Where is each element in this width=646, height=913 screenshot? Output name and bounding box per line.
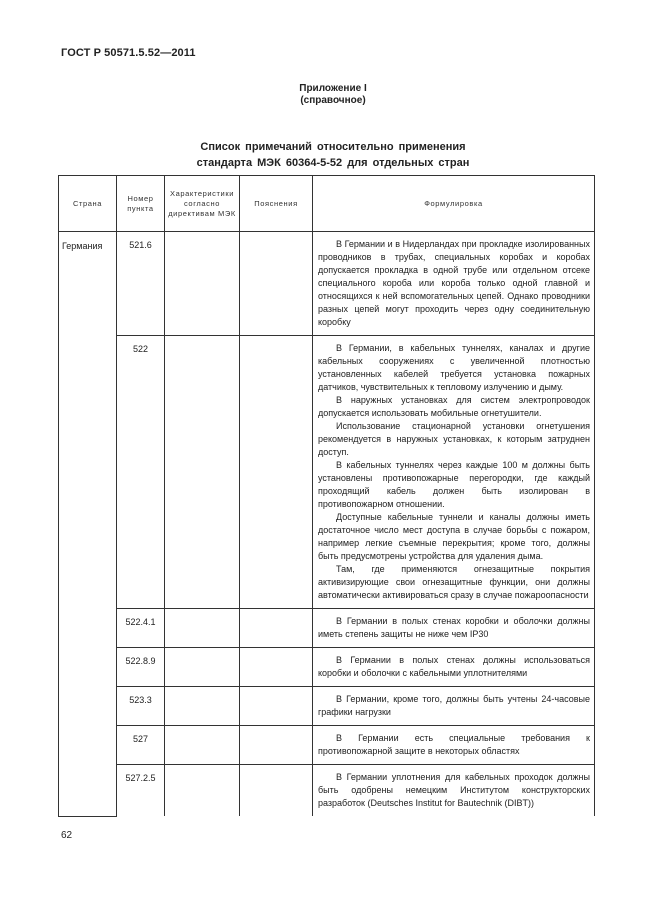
table-row xyxy=(59,648,595,687)
wording-cell xyxy=(313,232,595,336)
wording-paragraph: Там, где применяются огнезащитные покрытия активизирующие свои огнезащитные функции, они должны автоматически активироваться сразу в случае пожароопасности xyxy=(318,564,590,600)
table-row xyxy=(59,336,595,609)
wording-paragraph: В Германии, в кабельных туннелях, каналах и другие кабельных сооружениях с увеличенной плотностью установленных кабелей требуется установка пожарных датчиков, чувствительных к тепловому излучению и дыму. xyxy=(318,343,590,392)
clause-number-cell: 527.2.5 xyxy=(117,765,165,817)
explanations-cell xyxy=(240,765,313,817)
characteristics-cell xyxy=(165,609,240,648)
wording-cell xyxy=(313,336,595,609)
appendix-type: (справочное) xyxy=(300,95,366,106)
wording-cell xyxy=(313,648,595,687)
table-row xyxy=(59,232,595,336)
header-wording: Формулировка xyxy=(313,176,595,232)
page-title xyxy=(0,139,646,171)
table-row xyxy=(59,687,595,726)
clause-number-cell: 522.8.9 xyxy=(117,648,165,687)
explanations-cell xyxy=(240,726,313,765)
clause-number-cell: 522.4.1 xyxy=(117,609,165,648)
wording-paragraph: В Германии в полых стенах коробки и оболочки должны иметь степень защиты не ниже чем IP30 xyxy=(318,616,590,639)
clause-number-cell: 522 xyxy=(117,336,165,609)
country-cell: Германия xyxy=(59,232,117,817)
clause-number-cell: 527 xyxy=(117,726,165,765)
wording-paragraph: В Германии есть специальные требования к противопожарной защите в некоторых областях xyxy=(318,733,590,756)
wording-paragraph: В кабельных туннелях через каждые 100 м должны быть установлены противопожарные перегородки, где каждый проходящий кабель должен быть изолирован в противопожарном отношении. xyxy=(318,460,590,509)
country-notes-table xyxy=(58,175,595,817)
header-characteristics: Характеристики согласно директивам МЭК xyxy=(165,176,240,232)
clause-number-cell: 523.3 xyxy=(117,687,165,726)
explanations-cell xyxy=(240,648,313,687)
characteristics-cell xyxy=(165,336,240,609)
page-number: 62 xyxy=(61,830,73,841)
table-row xyxy=(59,609,595,648)
wording-paragraph: В Германии в полых стенах должны использоваться коробки и оболочки с кабельными уплотнителями xyxy=(318,655,590,678)
wording-paragraph: В Германии уплотнения для кабельных проходок должны быть одобрены немецким Институтом конструкторских разработок (Deutsches Institut for Bautechnik (DIBT)) xyxy=(318,772,590,808)
characteristics-cell xyxy=(165,232,240,336)
explanations-cell xyxy=(240,687,313,726)
wording-paragraph: Доступные кабельные туннели и каналы должны иметь достаточное число мест доступа в случае борьбы с пожаром, например легкие съемные перекрытия; кроме того, должны быть предусмотрены устройства для удаления дыма. xyxy=(318,512,590,561)
explanations-cell xyxy=(240,232,313,336)
header-clause: Номер пункта xyxy=(117,176,165,232)
table-row xyxy=(59,726,595,765)
table-row xyxy=(59,765,595,817)
appendix-label: Приложение I xyxy=(299,83,367,94)
characteristics-cell xyxy=(165,765,240,817)
wording-paragraph: В Германии, кроме того, должны быть учтены 24-часовые графики нагрузки xyxy=(318,694,590,717)
characteristics-cell xyxy=(165,726,240,765)
explanations-cell xyxy=(240,336,313,609)
clause-number-cell: 521.6 xyxy=(117,232,165,336)
wording-cell xyxy=(313,687,595,726)
explanations-cell xyxy=(240,609,313,648)
table-header-row xyxy=(59,176,595,232)
wording-cell xyxy=(313,609,595,648)
appendix-heading xyxy=(0,83,646,107)
header-country: Страна xyxy=(59,176,117,232)
table-body xyxy=(59,232,595,817)
wording-cell xyxy=(313,765,595,817)
wording-paragraph: Использование стационарной установки огнетушения рекомендуется в наружных установках, к которым затруднен доступ. xyxy=(318,421,590,457)
wording-cell xyxy=(313,726,595,765)
wording-paragraph: В наружных установках для систем электропроводок допускается использовать мобильные огнетушители. xyxy=(318,395,590,418)
document-header: ГОСТ Р 50571.5.52—2011 xyxy=(61,47,196,59)
wording-paragraph: В Германии и в Нидерландах при прокладке изолированных проводников в трубах, специальных коробах и коробах допускается прокладка в одной трубе или отдельном отсеке специального короба или короба только одной главной и относящихся к ней вспомогательных цепей. Однако проводники разных цепей могут проходить через одну соединительную коробку xyxy=(318,239,590,327)
characteristics-cell xyxy=(165,687,240,726)
title-line-2: стандарта МЭК 60364-5-52 для отдельных стран xyxy=(196,157,470,169)
header-explanations: Пояснения xyxy=(240,176,313,232)
title-line-1: Список примечаний относительно применения xyxy=(200,141,466,153)
characteristics-cell xyxy=(165,648,240,687)
